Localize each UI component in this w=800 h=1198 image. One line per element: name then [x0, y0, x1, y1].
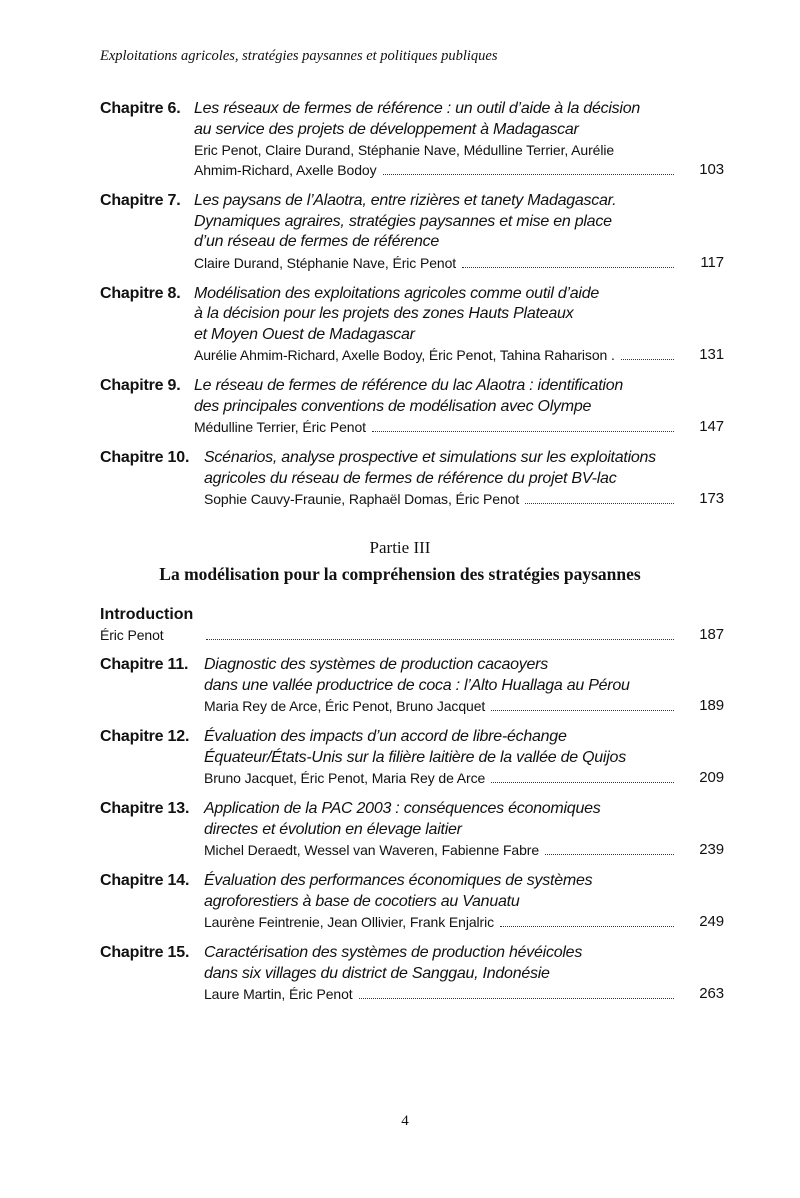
chapter-label: Chapitre 11.: [100, 656, 189, 673]
authors: Claire Durand, Stéphanie Nave, Éric Penot: [194, 254, 457, 271]
dot-leader: [372, 431, 674, 432]
toc-part-3-entries: [100, 605, 724, 1015]
running-head: Exploitations agricoles, stratégies paysannes et politiques publiques: [100, 48, 498, 64]
dot-leader: [525, 503, 674, 504]
toc-entry: [100, 448, 724, 509]
chapter-details: [204, 871, 724, 932]
chapter-details: [204, 655, 724, 716]
introduction-label: Introduction: [100, 606, 194, 623]
chapter-title-line: Caractérisation des systèmes de production hévéicoles: [204, 944, 583, 961]
page-ref: 147: [699, 418, 724, 435]
toc-entry: [100, 376, 724, 437]
toc-entry: [100, 99, 724, 180]
toc-entry: [100, 284, 724, 366]
dot-leader: [491, 782, 674, 783]
chapter-title-line: et Moyen Ouest de Madagascar: [194, 325, 415, 343]
toc-part-2-entries: [100, 99, 724, 520]
chapter-label: Chapitre 14.: [100, 872, 190, 889]
authors-line: [204, 696, 724, 716]
chapter-title-line: Les réseaux de fermes de référence : un outil d’aide à la décision: [194, 100, 640, 117]
authors-line: [194, 253, 724, 273]
chapter-title-line: Modélisation des exploitations agricoles comme outil d’aide: [194, 284, 600, 302]
authors-line: [194, 140, 724, 160]
page-ref: 103: [699, 161, 724, 178]
authors: Bruno Jacquet, Éric Penot, Maria Rey de Arce: [204, 770, 486, 786]
chapter-title-line: Évaluation des performances économiques de systèmes: [204, 872, 593, 889]
authors-line: [204, 984, 724, 1004]
authors: Médulline Terrier, Éric Penot: [194, 419, 366, 435]
chapter-title-line: des principales conventions de modélisation avec Olympe: [194, 397, 592, 415]
authors-line: [204, 912, 724, 932]
authors: Aurélie Ahmim-Richard, Axelle Bodoy, Éric Penot, Tahina Raharison .: [194, 347, 615, 363]
page-ref: 249: [699, 913, 724, 930]
chapter-details: [204, 727, 724, 788]
page-ref: 131: [699, 346, 724, 363]
dot-leader: [500, 926, 674, 927]
page-ref: 263: [699, 985, 724, 1002]
toc-entry: [100, 799, 724, 860]
authors: Eric Penot, Claire Durand, Stéphanie Nave, Médulline Terrier, Aurélie: [194, 142, 615, 158]
toc-entry: [100, 943, 724, 1004]
authors: Laure Martin, Éric Penot: [204, 986, 353, 1002]
page-number: 4: [401, 1113, 409, 1129]
chapter-title-line: Diagnostic des systèmes de production cacaoyers: [204, 656, 548, 673]
page-ref: 239: [699, 841, 724, 858]
introduction-author: Éric Penot: [100, 627, 164, 643]
toc-entry: [100, 655, 724, 716]
chapter-label: Chapitre 9.: [100, 377, 181, 394]
chapter-title-line: Les paysans de l’Alaotra, entre rizières et tanety Madagascar.: [194, 192, 617, 209]
authors-line: [204, 840, 724, 860]
chapter-title-line: directes et évolution en élevage laitier: [204, 820, 462, 838]
chapter-label: Chapitre 8.: [100, 284, 181, 302]
authors: Michel Deraedt, Wessel van Waveren, Fabienne Fabre: [204, 842, 540, 858]
chapter-label: Chapitre 6.: [100, 100, 181, 117]
chapter-title-line: d’un réseau de fermes de référence: [194, 233, 439, 250]
chapter-details: [204, 943, 724, 1004]
toc-entry: [100, 871, 724, 932]
chapter-details: [194, 284, 724, 366]
introduction-entry: [100, 605, 724, 645]
part-number: Partie III: [369, 538, 431, 557]
dot-leader: [383, 174, 675, 175]
toc-entry: [100, 191, 724, 273]
chapter-title-line: agricoles du réseau de fermes de référence du projet BV-lac: [204, 469, 617, 487]
authors: Laurène Feintrenie, Jean Ollivier, Frank Enjalric: [204, 914, 495, 930]
chapter-label: Chapitre 7.: [100, 192, 181, 209]
chapter-title-line: à la décision pour les projets des zones Hauts Plateaux: [194, 305, 574, 322]
chapter-title-line: agroforestiers à base de cocotiers au Vanuatu: [204, 892, 520, 910]
authors: Maria Rey de Arce, Éric Penot, Bruno Jacquet: [204, 698, 486, 714]
authors: Ahmim-Richard, Axelle Bodoy: [194, 162, 377, 178]
page-ref: 189: [699, 697, 724, 714]
dot-leader: [491, 710, 674, 711]
chapter-entries: [100, 655, 724, 1004]
chapter-title-line: au service des projets de développement à Madagascar: [194, 120, 579, 138]
chapter-details: [194, 191, 724, 273]
authors-line: [204, 489, 724, 509]
dot-leader: [206, 639, 674, 640]
authors-line: [194, 345, 724, 365]
authors-line: [194, 417, 724, 437]
chapter-label: Chapitre 10.: [100, 449, 190, 466]
chapter-title-line: dans six villages du district de Sanggau, Indonésie: [204, 964, 550, 982]
page-ref: 209: [699, 769, 724, 786]
chapter-details: [194, 376, 724, 437]
chapter-details: [204, 799, 724, 860]
authors-line: [204, 768, 724, 788]
chapter-details: [194, 99, 724, 180]
chapter-title-line: Scénarios, analyse prospective et simulations sur les exploitations: [204, 449, 656, 466]
chapter-label: Chapitre 15.: [100, 944, 190, 961]
chapter-title-line: Le réseau de fermes de référence du lac Alaotra : identification: [194, 377, 623, 394]
chapter-label: Chapitre 12.: [100, 728, 190, 745]
dot-leader: [545, 854, 674, 855]
toc-entry: [100, 727, 724, 788]
chapter-details: [204, 448, 724, 509]
chapter-title-line: dans une vallée productrice de coca : l’Alto Huallaga au Pérou: [204, 676, 630, 694]
page-ref: 173: [699, 490, 724, 507]
chapter-label: Chapitre 13.: [100, 800, 190, 817]
chapter-title-line: Application de la PAC 2003 : conséquences économiques: [204, 800, 601, 817]
part-title: La modélisation pour la compréhension des stratégies paysannes: [159, 564, 641, 584]
authors-line: [194, 160, 724, 180]
chapter-title-line: Dynamiques agraires, stratégies paysannes et mise en place: [194, 212, 612, 230]
page-ref: 117: [700, 253, 724, 271]
dot-leader: [359, 998, 674, 999]
introduction-author-line: [100, 625, 724, 645]
chapter-title-line: Évaluation des impacts d’un accord de libre-échange: [204, 728, 567, 745]
authors: Sophie Cauvy-Fraunie, Raphaël Domas, Éric Penot: [204, 491, 520, 507]
chapter-title-line: Équateur/États-Unis sur la filière laitière de la vallée de Quijos: [204, 748, 626, 766]
page-ref: 187: [699, 626, 724, 643]
dot-leader: [462, 267, 674, 268]
dot-leader: [621, 359, 674, 360]
